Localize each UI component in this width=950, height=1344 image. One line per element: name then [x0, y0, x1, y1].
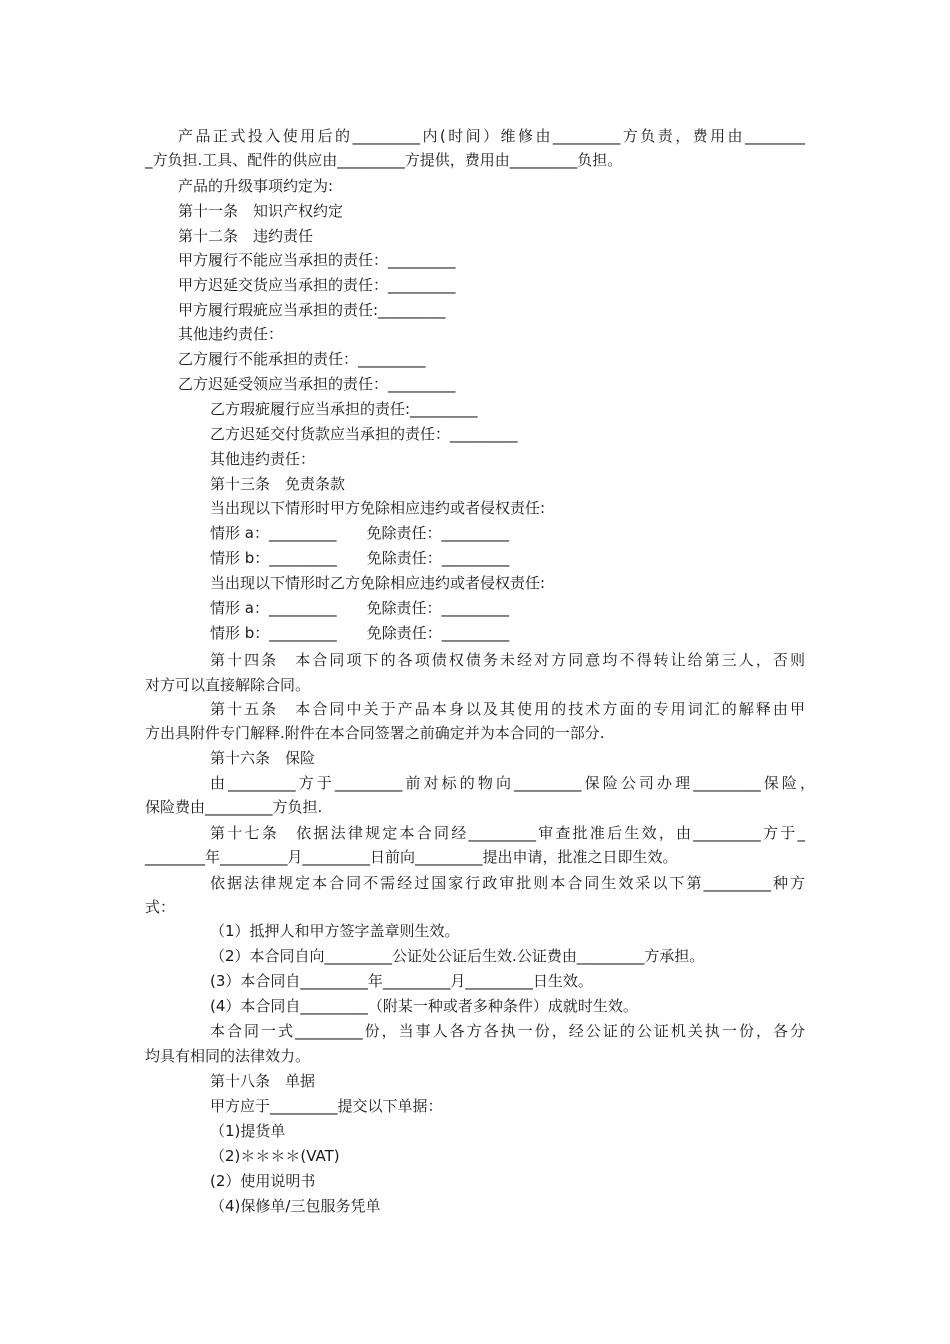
text-line: 其他违约责任： — [210, 450, 316, 468]
text-line: 乙方迟延交付货款应当承担的责任：_________ — [210, 425, 518, 443]
text-line: 乙方履行不能承担的责任：_________ — [178, 350, 426, 368]
text-line: 甲方迟延交货应当承担的责任：_________ — [178, 276, 456, 294]
text-line: 情形 b：_________ 免除责任：_________ — [210, 549, 510, 567]
section-heading: 第十三条 免责条款 — [210, 475, 346, 493]
text-line: 情形 a：_________ 免除责任：_________ — [210, 599, 509, 617]
section-heading: 第十七条 依据法律规定本合同经_________审查批准后生效，由_________方于_ — [210, 824, 805, 842]
text-line: 依据法律规定本合同不需经过国家行政审批则本合同生效采以下第_________种方 — [210, 874, 805, 892]
section-heading: 第十四条 本合同项下的各项债权债务未经对方同意均不得转让给第三人，否则 — [210, 651, 805, 669]
text-line: 乙方迟延受领应当承担的责任：_________ — [178, 375, 456, 393]
section-heading: 第十八条 单据 — [210, 1072, 316, 1090]
text-line: 甲方履行瑕疵应当承担的责任:_________ — [178, 301, 446, 319]
text-line: 本合同一式_________份，当事人各方各执一份，经公证的公证机关执一份，各分 — [210, 1022, 805, 1040]
section-heading: 第十二条 违约责任 — [178, 227, 314, 245]
list-item: （1)提货单 — [210, 1122, 286, 1140]
text-line: 情形 b：_________ 免除责任：_________ — [210, 624, 510, 642]
text-line: ________年_________月_________日前向_________提出申请，批准之日即生效。 — [145, 848, 678, 866]
list-item: （2）本合同自向_________公证处公证后生效.公证费由_________方承担。 — [210, 947, 705, 965]
text-line: 方出具附件专门解释.附件在本合同签署之前确定并为本合同的一部分. — [145, 724, 605, 742]
list-item: (2）使用说明书 — [210, 1172, 316, 1190]
list-item: (4）本合同自_________（附某一种或者多种条件）成就时生效。 — [210, 997, 638, 1015]
text-line: 由_________方于_________前对标的物向_________保险公司办理_________保险， — [210, 774, 815, 792]
section-heading: 第十五条 本合同中关于产品本身以及其使用的技术方面的专用词汇的解释由甲 — [210, 700, 805, 718]
text-line: 式： — [145, 898, 176, 916]
text-line: 当出现以下情形时甲方免除相应违约或者侵权责任: — [210, 499, 546, 517]
text-line: 甲方履行不能应当承担的责任：_________ — [178, 251, 456, 269]
text-line: 其他违约责任： — [178, 325, 284, 343]
text-line: _方负担.工具、配件的供应由_________方提供，费用由_________负担。 — [145, 151, 623, 169]
list-item: （4)保修单/三包服务凭单 — [210, 1197, 381, 1215]
text-line: 甲方应于_________提交以下单据： — [210, 1097, 443, 1115]
text-line: 均具有相同的法律效力。 — [145, 1047, 311, 1065]
text-line: 乙方瑕疵履行应当承担的责任:_________ — [210, 400, 478, 418]
text-line: 对方可以直接解除合同。 — [145, 676, 311, 694]
section-heading: 第十一条 知识产权约定 — [178, 202, 344, 220]
section-heading: 第十六条 保险 — [210, 749, 316, 767]
text-line: 情形 a：_________ 免除责任：_________ — [210, 524, 509, 542]
text-line: 保险费由_________方负担. — [145, 798, 323, 816]
text-line: 产品的升级事项约定为: — [178, 177, 334, 195]
list-item: （1）抵押人和甲方签字盖章则生效。 — [210, 922, 460, 940]
list-item: （2)＊＊＊＊(VAT) — [210, 1147, 340, 1165]
text-line: 产品正式投入使用后的_________内(时间）维修由_________方负责，费用由________ — [178, 127, 805, 145]
list-item: (3）本合同自_________年_________月_________日生效。 — [210, 972, 593, 990]
text-line: 当出现以下情形时乙方免除相应违约或者侵权责任: — [210, 574, 546, 592]
